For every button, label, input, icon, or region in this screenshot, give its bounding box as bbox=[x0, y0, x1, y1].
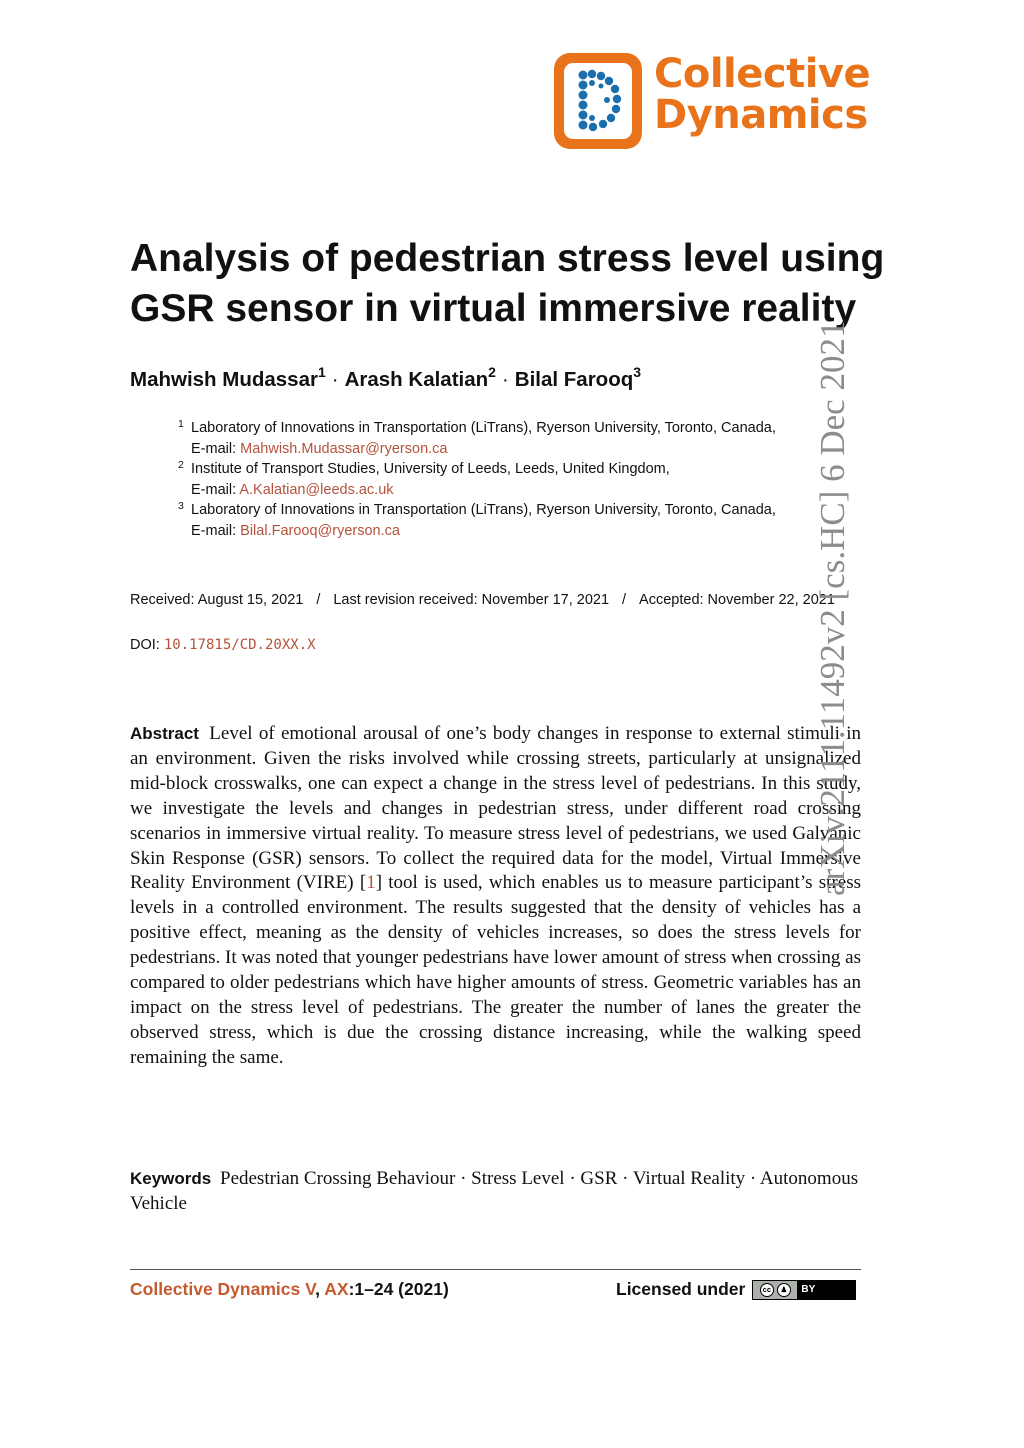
keywords-text: Pedestrian Crossing Behaviour · Stress Level · GSR · Virtual Reality · Autonomous Vehicle bbox=[130, 1168, 859, 1214]
affiliation-item bbox=[178, 500, 878, 521]
author-affiliation-mark: 3 bbox=[633, 364, 642, 380]
doi-link[interactable]: 10.17815/CD.20XX.X bbox=[163, 637, 316, 653]
footer-divider bbox=[130, 1269, 861, 1270]
journal-logo bbox=[551, 50, 871, 152]
footer-comma: , bbox=[315, 1279, 321, 1299]
date-separator: / bbox=[622, 592, 627, 608]
logo-line-2: Dynamics bbox=[654, 92, 868, 138]
email-label: E-mail: bbox=[191, 522, 237, 539]
author-separator: · bbox=[501, 368, 509, 391]
affiliation-email-row bbox=[178, 439, 878, 460]
author-name: Bilal Farooq bbox=[514, 368, 634, 391]
affiliation-email-row bbox=[178, 521, 878, 542]
license-label: Licensed under bbox=[616, 1279, 746, 1299]
author-list bbox=[130, 364, 642, 392]
affiliation-text: Laboratory of Innovations in Transportation (LiTrans), Ryerson University, Toronto, Canada, bbox=[191, 420, 776, 436]
page-range: :1–24 (2021) bbox=[348, 1279, 449, 1299]
affiliation-number: 2 bbox=[178, 459, 184, 472]
citation-link[interactable]: 1 bbox=[366, 872, 376, 894]
email-label: E-mail: bbox=[191, 481, 237, 498]
affiliation-item bbox=[178, 459, 878, 480]
article-number-link[interactable]: AX bbox=[324, 1279, 349, 1299]
journal-citation bbox=[130, 1279, 449, 1300]
collective-dynamics-logo-icon bbox=[551, 50, 647, 152]
affiliation-text: Laboratory of Innovations in Transportation (LiTrans), Ryerson University, Toronto, Canada, bbox=[191, 502, 776, 519]
affiliation-text: Institute of Transport Studies, University of Leeds, Leeds, United Kingdom, bbox=[191, 461, 670, 478]
email-link[interactable]: Bilal.Farooq@ryerson.ca bbox=[240, 522, 400, 539]
paper-title: Analysis of pedestrian stress level using GSR sensor in virtual immersive reality bbox=[130, 237, 885, 330]
abstract-text: ] tool is used, which enables us to measure participant’s stress levels in a controlled environment. The results suggested that the density of vehicles has a positive effect, meaning as the density of vehicles increases, so does the stress levels for pedestrians. It was noted that younger pedestrians have lower amount of stress when crossing as compared to older pedestrians which have higher amounts of stress. Geometric variables has an impact on the stress level of pedestrians. The greater the number of lanes the greater the observed stress, which is due the crossing distance increasing, while the walking speed remaining the same. bbox=[130, 872, 861, 1068]
date-separator: / bbox=[316, 592, 321, 608]
author-name: Arash Kalatian bbox=[344, 368, 489, 391]
author-affiliation-mark: 2 bbox=[488, 364, 496, 380]
doi-line bbox=[130, 637, 316, 653]
revision-date: Last revision received: November 17, 2021 bbox=[333, 592, 610, 608]
abstract bbox=[130, 722, 861, 1071]
publication-dates bbox=[130, 588, 861, 612]
cc-logo-icon bbox=[753, 1281, 797, 1299]
keywords bbox=[130, 1166, 861, 1216]
by-person-icon: ♟ bbox=[777, 1283, 791, 1297]
email-label: E-mail: bbox=[191, 440, 237, 457]
received-date: Received: August 15, 2021 bbox=[130, 592, 304, 608]
keywords-label: Keywords bbox=[130, 1169, 212, 1188]
cc-mark: cc bbox=[760, 1283, 774, 1297]
abstract-text: Level of emotional arousal of one’s body changes in response to external stimuli in an environment. Given the risks involved while crossing streets, particularly at unsignalized mid-block crosswalks, one can expect a change in the stress level of pedestrians. In this study, we investigate the levels and changes in pedestrian stress, under different road crossing scenarios in immersive virtual reality. To measure stress level of pedestrians, we used Galvanic Skin Response (GSR) sensors. To collect the required data for the model, Virtual Immersive Reality Environment (VIRE) [ bbox=[130, 723, 862, 894]
affiliation-list bbox=[178, 418, 878, 542]
affiliation-number: 3 bbox=[178, 500, 184, 513]
accepted-date: Accepted: November 22, 2021 bbox=[639, 592, 835, 608]
author-affiliation-mark: 1 bbox=[317, 364, 326, 380]
logo-line-1: Collective bbox=[654, 51, 871, 97]
email-link[interactable]: Mahwish.Mudassar@ryerson.ca bbox=[240, 440, 448, 457]
affiliation-email-row bbox=[178, 480, 878, 501]
journal-name-link[interactable]: Collective Dynamics V bbox=[130, 1279, 316, 1299]
affiliation-number: 1 bbox=[178, 418, 184, 430]
cc-by-badge[interactable] bbox=[752, 1280, 856, 1300]
email-link[interactable]: A.Kalatian@leeds.ac.uk bbox=[239, 481, 394, 498]
affiliation-item bbox=[178, 418, 878, 439]
arxiv-identifier[interactable]: arXiv:2111.11492v2 [cs.HC] 6 Dec 2021 bbox=[813, 320, 852, 896]
license-info bbox=[616, 1279, 856, 1300]
author-separator: · bbox=[331, 368, 339, 391]
abstract-label: Abstract bbox=[130, 724, 199, 743]
doi-label: DOI: bbox=[130, 637, 160, 653]
cc-by-label: BY bbox=[801, 1284, 816, 1295]
author-name: Mahwish Mudassar bbox=[130, 368, 318, 391]
logo-wordmark bbox=[654, 51, 871, 138]
